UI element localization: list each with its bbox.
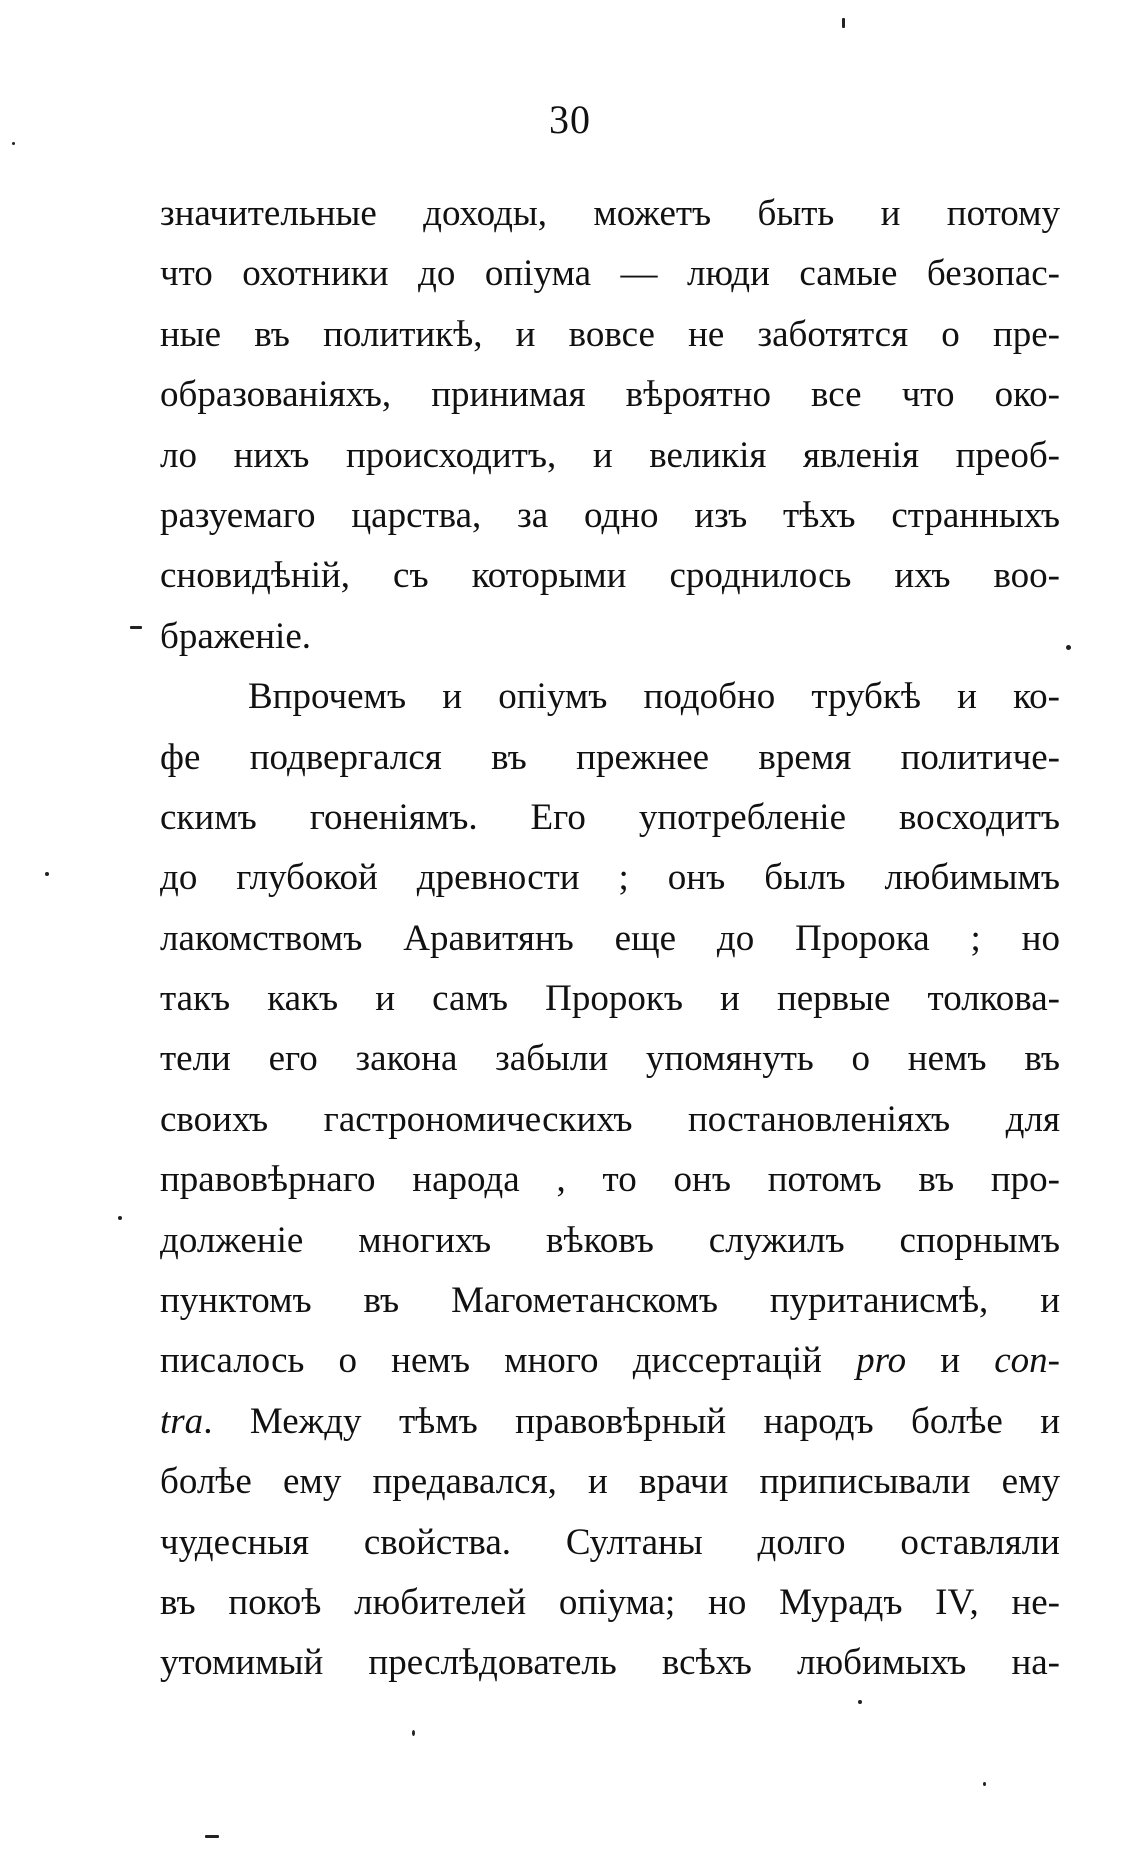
text-line: сновидѣній, съ которыми сроднилось ихъ воо- [160,555,1060,597]
text-line: что охотники до опіума — люди самые безопас- [160,253,1060,295]
text-line: такъ какъ и самъ Пророкъ и первые толкова- [160,978,1060,1020]
text-line: фе подвергался въ прежнее время политиче- [160,736,1060,778]
text-line: болѣе ему предавался, и врачи приписывали ему [160,1461,1060,1503]
text-line: тели его закона забыли упомянуть о немъ въ [160,1038,1060,1080]
text-line: скимъ гоненіямъ. Его употребленіе восходитъ [160,796,1060,838]
text-line: Впрочемъ и опіумъ подобно трубкѣ и ко- [248,676,1060,718]
scan-speck [1066,645,1071,650]
text-line: пунктомъ въ Магометанскомъ пуританисмѣ, и [160,1280,1060,1322]
text-line: долженіе многихъ вѣковъ служилъ спорнымъ [160,1219,1060,1261]
page-number: 30 [549,97,591,142]
scan-speck [412,1730,415,1736]
scan-speck [130,626,142,629]
text-line: утомимый преслѣдователь всѣхъ любимыхъ на- [160,1642,1060,1684]
scan-speck [118,1216,122,1220]
text-line: разуемаго царства, за одно изъ тѣхъ странныхъ [160,494,1060,536]
scan-speck [205,1835,219,1838]
paragraph-2 [160,667,1060,1694]
text-line: чудесныя свойства. Султаны долго оставляли [160,1521,1060,1563]
text-line: образованіяхъ, принимая вѣроятно все что око- [160,374,1060,416]
scan-speck [12,142,15,145]
text-line: ные въ политикѣ, и вовсе не заботятся о пре- [160,313,1060,355]
text-line: писалось о немъ много диссертацій pro и con- [160,1340,1060,1382]
scan-speck [45,872,49,876]
text-line: значительные доходы, можетъ быть и потому [160,193,1060,234]
scan-speck [983,1782,986,1786]
text-line: правовѣрнаго народа , то онъ потомъ въ про- [160,1159,1060,1201]
scan-speck [858,1700,862,1704]
text-line: лакомствомъ Аравитянъ еще до Пророка ; но [160,917,1060,959]
scan-speck [842,18,845,28]
text-line: въ покоѣ любителей опіума; но Мурадъ IV, не- [160,1581,1060,1623]
body-text [160,184,1060,1694]
text-line: ло нихъ происходитъ, и великія явленія преоб- [160,434,1060,476]
text-line: браженіе. [160,615,311,657]
text-line: tra. Между тѣмъ правовѣрный народъ болѣе и [160,1400,1060,1442]
paragraph-1 [160,184,1060,667]
text-line: своихъ гастрономическихъ постановленіяхъ для [160,1098,1060,1140]
text-line: до глубокой древности ; онъ былъ любимымъ [160,857,1060,899]
